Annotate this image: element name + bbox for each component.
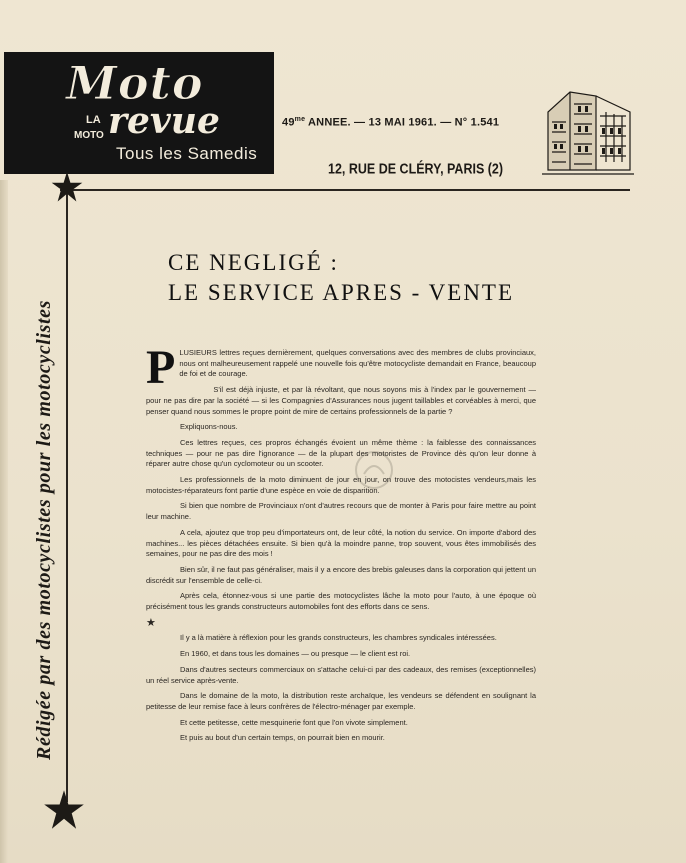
section-separator: ★ (146, 616, 156, 629)
publisher-address: 12, RUE DE CLÉRY, PARIS (2) (328, 160, 504, 178)
logo-revue-text: revue (108, 100, 220, 142)
issue-year: 49 (282, 116, 295, 129)
issue-details: ANNEE. — 13 MAI 1961. — N° 1.541 (308, 116, 500, 129)
article-paragraph: Les professionnels de la moto diminuent de jour en jour, on trouve des motocistes vendeurs,mais les motocistes-réparateurs font partie d'une espèce en voie de disparition. (146, 475, 536, 495)
article-paragraph: Bien sûr, il ne faut pas généraliser, mais il y a encore des brebis galeuses dans la corporation qui jettent un discrédit sur l'ensemble de celle-ci. (146, 564, 536, 585)
star-ornament-icon (50, 170, 84, 204)
building-illustration-icon (540, 82, 636, 178)
headline-line-2: LE SERVICE APRES - VENTE (168, 280, 515, 305)
article-paragraph: Après cela, étonnez-vous si une partie des motocyclistes lâche la moto pour l'auto, à une époque où précisément tous les grands constructeurs automobiles font des efforts dans ce sens. (146, 591, 536, 612)
article-paragraph: Et cette petitesse, cette mesquinerie font que l'on vivote simplement. (180, 717, 408, 727)
article-paragraph: Expliquons-nous. (180, 422, 238, 432)
star-ornament-icon (42, 788, 86, 832)
article-paragraph: Dans le domaine de la moto, la distribution reste archaïque, les vendeurs se défendent en soulignant la petitesse de leur remise face à leurs confrères de l'électro-ménager par exemple. (146, 691, 536, 711)
masthead-logo (4, 52, 274, 174)
side-rule (66, 190, 68, 802)
logo-moto-small-text: MOTO (74, 130, 104, 141)
page-fold-shadow (0, 180, 8, 863)
article-paragraph: En 1960, et dans tous les domaines — ou presque — le client est roi. (180, 649, 411, 659)
article-paragraph: Il y a là matière à réflexion pour les grands constructeurs, les chambres syndicales intéressées. (180, 633, 497, 643)
issue-year-suffix: me (294, 116, 306, 123)
article-paragraph: PLUSIEURS lettres reçues dernièrement, quelques conversations avec des membres de clubs provinciaux, nous ont malheureusement rappelé une nouvelle fois qu'être motocycliste demandait en France, beaucoup de foi et de courage. (146, 341, 536, 394)
article-paragraph: Dans d'autres secteurs commerciaux on s'attache celui-ci par des cadeaux, des remises (exceptionnelles) un réel service après-vente. (146, 664, 536, 685)
headline-line-1: CE NEGLIGÉ : (168, 250, 339, 275)
article-paragraph: A cela, ajoutez que trop peu d'importateurs ont, de leur côté, la notion du service. On importe d'abord des machines... les pièces détachées ensuite. Si bien qu'à la moindre panne, trop souvent, vous êtes immobilisés des semaines, pour ne pas dire des mois ! (146, 527, 536, 559)
article-paragraph: Ces lettres reçues, ces propros échangés évoient un même thème : la faiblesse des connaissances techniques — pour ne pas dire l'ignorance — de la plupart des motoristes de Province dès qu'on leur donne à réparer autre chose qu'un cyclomoteur ou un scooter. (146, 437, 536, 469)
issue-info (282, 116, 499, 129)
logo-moto-text: Moto (66, 56, 204, 110)
logo-la-text: LA (86, 114, 101, 126)
article-body (146, 341, 536, 749)
article-paragraph: Et puis au bout d'un certain temps, on pourrait bien en mourir. (180, 733, 385, 743)
logo-tagline: Tous les Samedis (116, 144, 258, 163)
drop-cap: P (146, 341, 176, 394)
article-headline (168, 248, 514, 308)
article-paragraph: S'il est déjà injuste, et par là révoltant, que nous soyons mis à l'index par le gouvernement — pour ne pas dire par la société — si les Compagnies d'Assurances nous jugent taillables et corvéables à merci, que penser quand nous sommes le propre point de mire de certains professionnels de la partie ? (146, 385, 536, 416)
vertical-slogan: Rédigée par des motocyclistes pour les motocyclistes (33, 299, 55, 760)
header-rule (60, 189, 630, 191)
article-paragraph: Si bien que nombre de Provinciaux n'ont d'autres recours que de monter à Paris pour faire mettre au point leur machine. (146, 501, 536, 522)
